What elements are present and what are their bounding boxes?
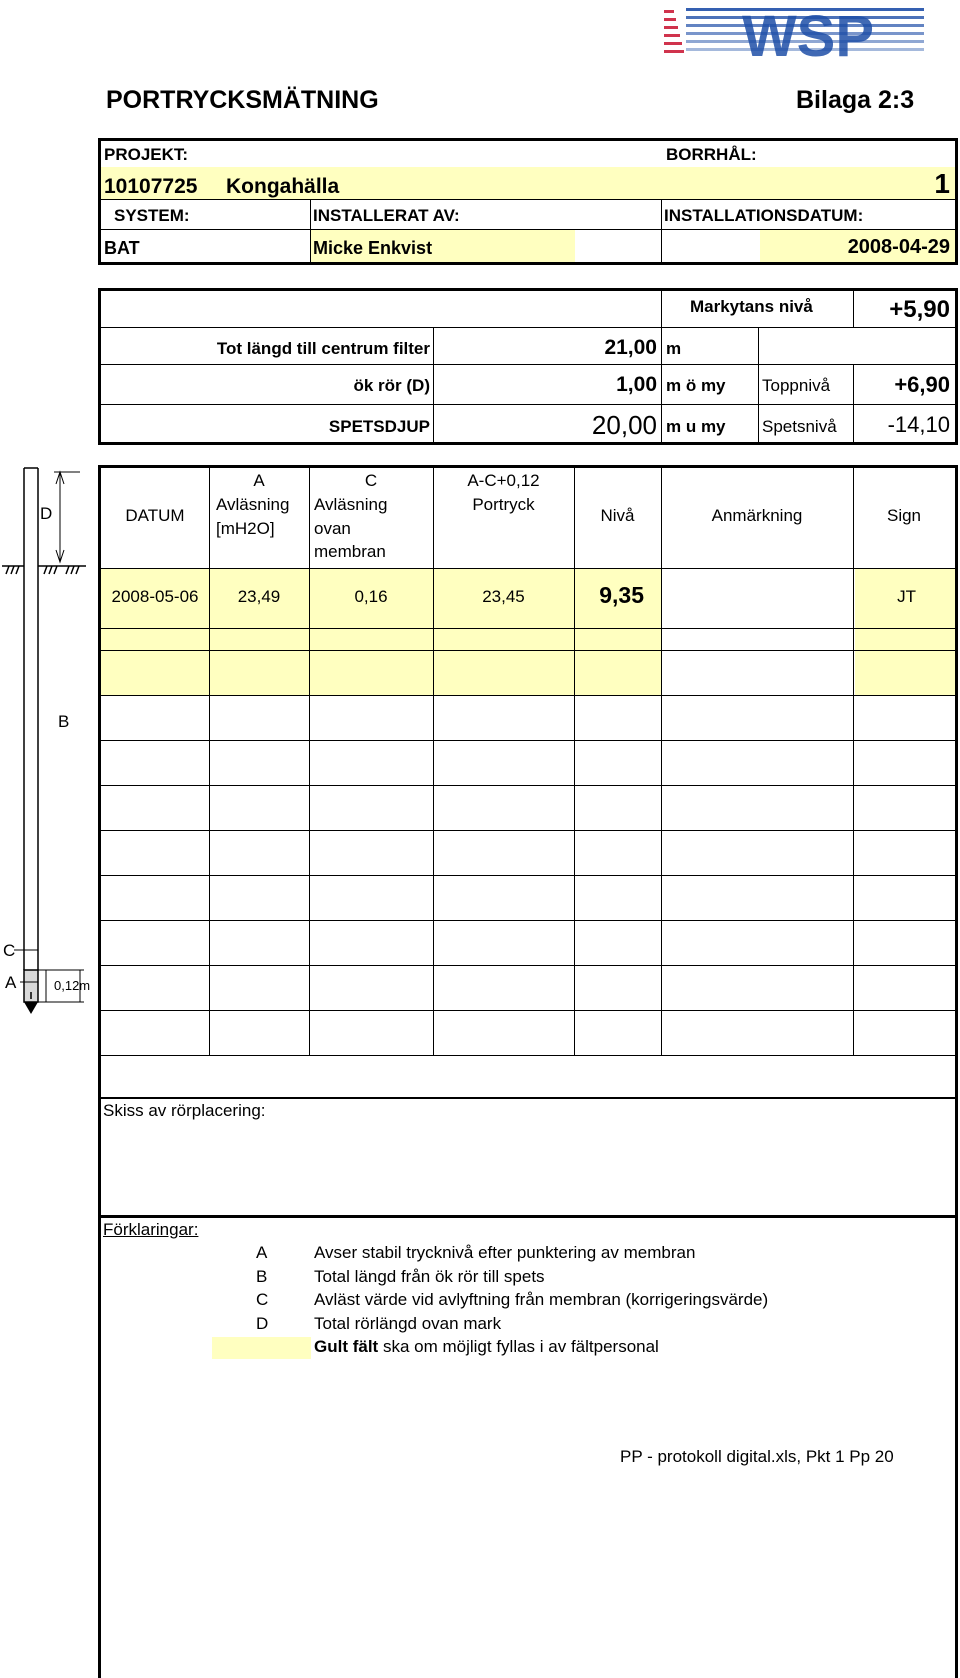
legend-text-b: Total längd från ök rör till spets — [314, 1267, 545, 1286]
legend-key-c: C — [256, 1290, 269, 1309]
spetsdjup-label: SPETSDJUP — [328, 417, 430, 436]
spetsdjup-unit: m u my — [666, 417, 726, 436]
sketch-label-b: B — [58, 712, 70, 731]
legend-text-d: Total rörlängd ovan mark — [314, 1314, 502, 1333]
totlangd-label: Tot längd till centrum filter — [216, 339, 430, 358]
row-sign[interactable]: JT — [897, 587, 916, 606]
okror-value: 1,00 — [616, 373, 657, 396]
markytan-value: +5,90 — [889, 296, 950, 323]
installer-label: INSTALLERAT AV: — [313, 206, 460, 225]
system-label: SYSTEM: — [114, 206, 190, 225]
installdate-label: INSTALLATIONSDATUM: — [664, 206, 864, 225]
col-header-c-1: C — [364, 471, 378, 490]
col-header-niva: Nivå — [600, 506, 635, 525]
legend-text-c: Avläst värde vid avlyftning från membran (korrigeringsvärde) — [314, 1290, 769, 1309]
projekt-number[interactable]: 10107725 — [104, 175, 198, 198]
okror-label: ök rör (D) — [353, 376, 430, 395]
legend-title: Förklaringar: — [103, 1220, 199, 1239]
col-header-a-2: Avläsning — [216, 495, 290, 514]
system-value[interactable]: BAT — [104, 238, 140, 258]
col-header-c-4: membran — [314, 542, 386, 561]
row-c[interactable]: 0,16 — [354, 587, 388, 606]
legend-key-a: A — [256, 1243, 268, 1262]
logo-text: WSP — [741, 4, 875, 66]
installer-value[interactable]: Micke Enkvist — [313, 238, 433, 258]
borrhal-label: BORRHÅL: — [666, 145, 757, 164]
totlangd-value: 21,00 — [604, 336, 657, 359]
sketch-label-012: 0,12m — [54, 978, 91, 993]
legend-yellow-rest: ska om möjligt fyllas i av fältpersonal — [382, 1337, 659, 1356]
row-niva[interactable]: 9,35 — [599, 582, 644, 608]
col-header-c-2: Avläsning — [314, 495, 388, 514]
col-header-anm: Anmärkning — [711, 506, 803, 525]
page-title: PORTRYCKSMÄTNING — [106, 86, 379, 114]
legend-yellow-note — [314, 1337, 659, 1357]
pipe-sketch — [0, 462, 100, 1022]
wsp-logo — [660, 4, 928, 66]
col-header-a-3: [mH2O] — [216, 519, 275, 538]
row-a[interactable]: 23,49 — [237, 587, 281, 606]
sketch-label-a: A — [5, 973, 17, 992]
spetsdjup-value: 20,00 — [591, 410, 657, 440]
legend-text-a: Avser stabil trycknivå efter punktering av membran — [314, 1243, 696, 1262]
legend-yellow-bold: Gult fält — [314, 1337, 379, 1356]
spetsniva-value: -14,10 — [887, 412, 950, 437]
skiss-label: Skiss av rörplacering: — [103, 1101, 266, 1120]
toppniva-label: Toppnivå — [762, 376, 831, 395]
toppniva-value: +6,90 — [894, 372, 950, 397]
col-header-p-1: A-C+0,12 — [467, 471, 540, 490]
legend-key-d: D — [256, 1314, 269, 1333]
sketch-label-c: C — [3, 941, 16, 960]
spetsniva-label: Spetsnivå — [762, 417, 837, 436]
legend-yellow-swatch — [212, 1337, 311, 1359]
appendix-label: Bilaga 2:3 — [796, 86, 915, 114]
legend-key-b: B — [256, 1267, 268, 1286]
col-header-p-2: Portryck — [472, 495, 535, 514]
projekt-label: PROJEKT: — [104, 145, 189, 164]
footer-text: PP - protokoll digital.xls, Pkt 1 Pp 20 — [620, 1447, 894, 1466]
col-header-datum: DATUM — [125, 506, 185, 525]
col-header-a-1: A — [253, 471, 265, 490]
projekt-name[interactable]: Kongahälla — [226, 175, 340, 198]
installdate-value[interactable]: 2008-04-29 — [847, 236, 950, 258]
col-header-sign: Sign — [886, 506, 922, 525]
sketch-label-d: D — [40, 504, 53, 523]
okror-unit: m ö my — [666, 376, 726, 395]
totlangd-unit: m — [666, 339, 682, 358]
row-portryck[interactable]: 23,45 — [482, 587, 525, 606]
borrhal-value[interactable]: 1 — [934, 168, 950, 199]
markytan-label: Markytans nivå — [690, 297, 813, 316]
col-header-c-3: ovan — [314, 519, 351, 538]
row-datum[interactable]: 2008-05-06 — [111, 587, 199, 606]
